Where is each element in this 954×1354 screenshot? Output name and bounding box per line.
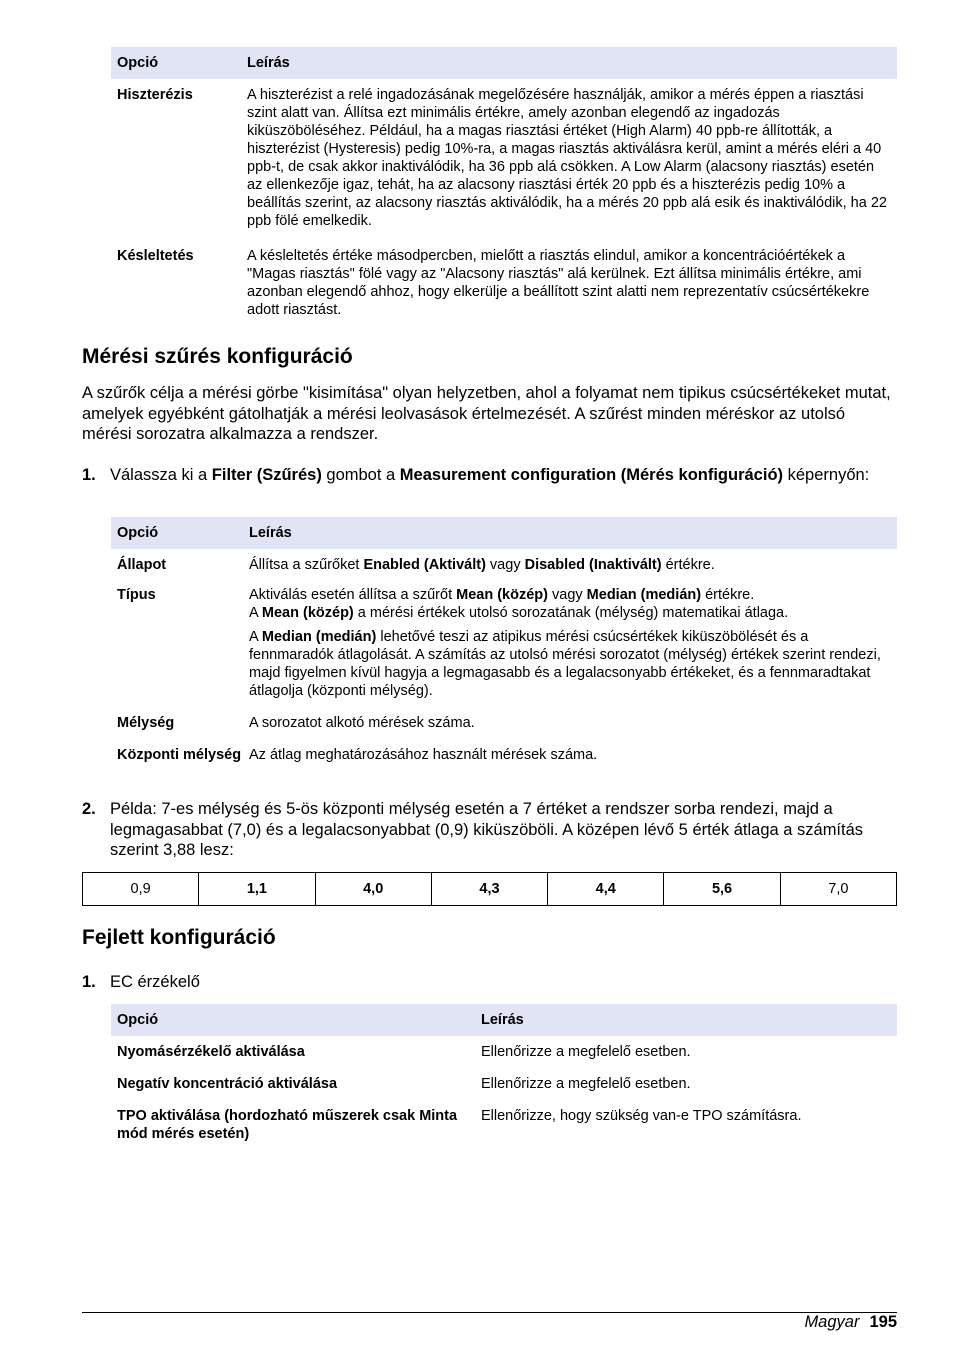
text-run: gombot a [321, 466, 400, 484]
option-name: Nyomásérzékelő aktiválása [117, 1044, 305, 1060]
text-run: a mérési értékek utolsó sorozatának (mélység) matematikai átlaga. [353, 605, 789, 621]
step-item [82, 972, 897, 993]
table-header [111, 1004, 897, 1036]
value-cell: 0,9 [83, 873, 199, 906]
table-row [111, 737, 897, 769]
table-row [111, 1036, 897, 1066]
ui-term: Enabled (Aktivált) [363, 557, 486, 573]
ui-term: Disabled (Inaktivált) [524, 557, 662, 573]
value-cell: 5,6 [664, 873, 780, 906]
page-number: 195 [869, 1313, 897, 1331]
description-paragraph [249, 628, 891, 700]
options-table-ec-sensor [111, 1004, 897, 1148]
table-row [111, 1066, 897, 1098]
table-row [111, 1098, 897, 1148]
step-item [82, 799, 897, 861]
step-text: Példa: 7-es mélység és 5-ös központi mélység esetén a 7 értéket a rendszer sorba rendezi, majd a legmagasabbat (7,0) és a legalacsonyabbat (0,9) kiküszöböli. A középen lévő 5 érték átlaga a számítás szerint 3,88 lesz: [110, 800, 864, 859]
text-run: vagy [485, 557, 525, 573]
text-run: képernyőn: [783, 466, 870, 484]
step-number: 2. [82, 800, 96, 818]
options-table-alarm [111, 47, 897, 324]
table-row [111, 549, 897, 579]
option-name: Központi mélység [117, 747, 242, 763]
value-cell: 4,3 [431, 873, 547, 906]
ui-term: Median (medián) [261, 629, 377, 645]
ui-term: Mean (közép) [261, 605, 354, 621]
option-description [249, 556, 897, 574]
text-run: Válassza ki a [110, 466, 212, 484]
text-run: értékre. [661, 557, 715, 573]
option-description: Ellenőrizze a megfelelő esetben. [481, 1076, 691, 1092]
header-description: Leírás [247, 55, 290, 71]
text-run: Aktiválás esetén állítsa a szűrőt [249, 587, 457, 603]
ui-term: Median (medián) [586, 587, 702, 603]
footer-language: Magyar [804, 1313, 860, 1331]
value-cell: 7,0 [780, 873, 896, 906]
text-run: A [249, 629, 262, 645]
section-title-filter: Mérési szűrés konfiguráció [82, 345, 353, 368]
option-description: Ellenőrizze, hogy szükség van-e TPO számításra. [481, 1108, 802, 1124]
option-description: A hiszterézist a relé ingadozásának megelőzésére használják, amikor a mérés éppen a riasztási szint alatt van. Állítsa ezt minimális értékre, amely azonban elegendő az ingadozás kiküszöböléséhez. Például, ha a magas riasztási értéket (High Alarm) 40 ppb-re állították, a hiszterézist (Hysteresis) pedig 10%-ra, a magas riasztás aktiválásra kerül, amint a mérés eléri a 40 ppb-t, de csak akkor inaktiválódik, ha 36 ppb alá csökken. A Low Alarm (alacsony riasztás) esetén az ellenkezője igaz, tehát, ha az alacsony riasztási érték 20 ppb és a hiszterézis pedig 10% a beállítás szerint, az alacsony riasztás aktiválódik, ha a mérés 20 ppb alá esik és inaktiválódik, ha 22 ppb fölé emelkedik. [247, 87, 887, 229]
header-description: Leírás [249, 525, 292, 541]
step-item [82, 465, 897, 486]
text-run: értékre. [701, 587, 755, 603]
step-number: 1. [82, 466, 96, 484]
ui-term: Measurement configuration (Mérés konfiguráció) [399, 466, 784, 484]
option-description: Az átlag meghatározásához használt mérések száma. [249, 747, 598, 763]
step-text [110, 465, 897, 486]
header-description: Leírás [481, 1012, 524, 1028]
table-header [111, 47, 897, 79]
step-number: 1. [82, 973, 96, 991]
sorted-values-table [82, 872, 897, 906]
header-option: Opció [117, 1012, 159, 1028]
option-name: Negatív koncentráció aktiválása [117, 1076, 338, 1092]
table-row [111, 579, 897, 705]
option-name: Hiszterézis [117, 87, 193, 103]
step-text: EC érzékelő [110, 973, 200, 991]
option-description: A sorozatot alkotó mérések száma. [249, 715, 475, 731]
text-run: A [249, 605, 262, 621]
header-option: Opció [117, 525, 159, 541]
value-cell: 4,0 [315, 873, 431, 906]
option-name: TPO aktiválása (hordozható műszerek csak Minta mód mérés esetén) [117, 1108, 458, 1142]
section-intro: A szűrők célja a mérési görbe "kisimítása" olyan helyzetben, ahol a folyamat nem tipikus csúcsértékeket mutat, amelyek egyébként gátolhatják a mérési leolvasások értelmezését. A szűrést minden méréskor az utolsó mérési sorozatra alkalmazza a rendszer. [82, 384, 891, 443]
table-row [83, 873, 897, 906]
option-name: Késleltetés [117, 248, 194, 264]
description-paragraph [249, 586, 891, 622]
option-description: A késleltetés értéke másodpercben, mielőtt a riasztás elindul, amikor a koncentrációértékek a "Magas riasztás" fölé vagy az "Alacsony riasztás" alá kerülnek. Ezt állítsa minimális értékre, ami azonban elegendő ahhoz, hogy elkerülje a beállított szint alatti nem reprezentatív csúcsértékekre adott riasztást. [247, 248, 870, 318]
option-description: Ellenőrizze a megfelelő esetben. [481, 1044, 691, 1060]
table-row [111, 235, 897, 324]
table-row [111, 79, 897, 235]
text-run: lehetővé teszi az atipikus mérési csúcsértékek kiküszöbölését és a fennmaradók átlagolását. A számítás az utolsó mérési sorozatot (mélység) értékek szerint rendezi, majd figyelmen kívül hagyja a legmagasabb és a legalacsonyabb értékeket, és a fennmaradtakat átlagolja (központi mélység). [249, 629, 881, 699]
text-run: vagy [547, 587, 587, 603]
table-row [111, 705, 897, 737]
ui-term: Filter (Szűrés) [211, 466, 322, 484]
option-name: Mélység [117, 715, 175, 731]
ui-term: Mean (közép) [456, 587, 548, 603]
page-footer [804, 1313, 897, 1332]
footer-divider [82, 1312, 897, 1313]
option-name: Típus [117, 587, 156, 603]
value-cell: 1,1 [199, 873, 315, 906]
section-title-advanced: Fejlett konfiguráció [82, 926, 276, 949]
option-description [249, 586, 897, 700]
option-name: Állapot [117, 557, 167, 573]
value-cell: 4,4 [548, 873, 664, 906]
header-option: Opció [117, 55, 159, 71]
text-run: Állítsa a szűrőket [249, 557, 364, 573]
table-header [111, 517, 897, 549]
options-table-filter [111, 517, 897, 769]
